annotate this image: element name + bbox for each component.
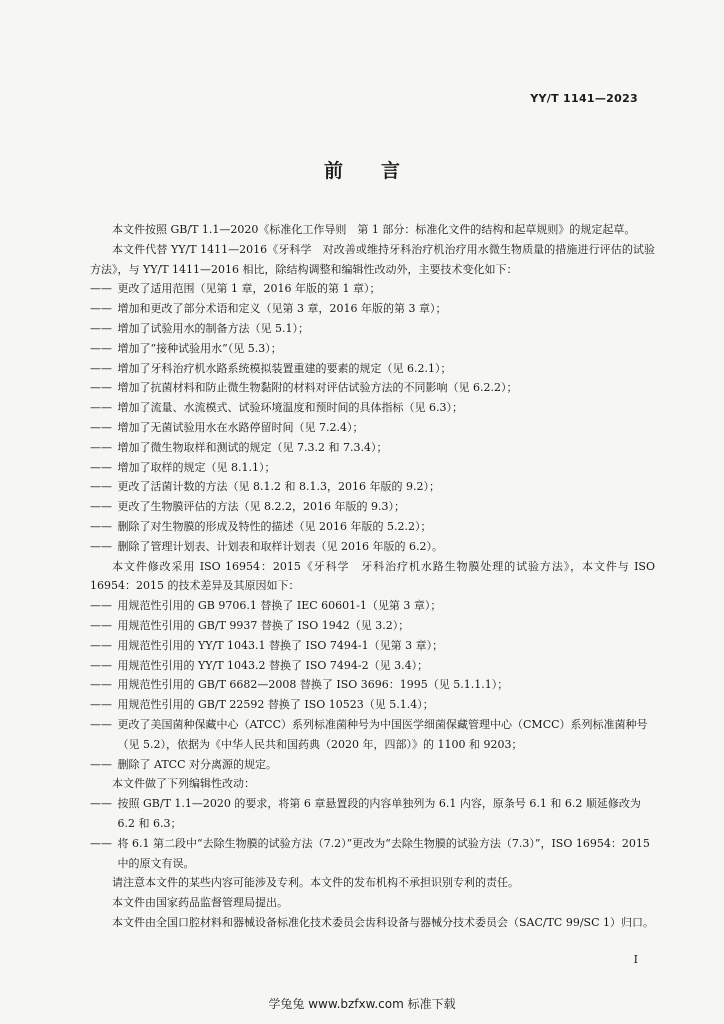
list-item <box>90 418 655 438</box>
list-dash: —— <box>90 341 112 355</box>
list-item-text: 增加了微生物取样和测试的规定（见 7.3.2 和 7.3.4）； <box>117 440 388 454</box>
paragraph: 本文件由国家药品监督管理局提出。 <box>112 896 288 910</box>
list-dash: —— <box>90 302 112 316</box>
list-dash: —— <box>90 519 112 533</box>
list-item-text: 用规范性引用的 GB 9706.1 替换了 IEC 60601-1（见第 3 章）； <box>117 599 442 613</box>
footer-watermark[interactable]: 学兔兔 www.bzfxw.com 标准下载 <box>268 997 456 1011</box>
list-dash: —— <box>90 698 112 712</box>
list-dash: —— <box>90 836 112 850</box>
list-item-text: 用规范性引用的 GB/T 9937 替换了 ISO 1942（见 3.2）； <box>117 618 410 632</box>
list-item <box>90 755 655 775</box>
list-item-text: 更改了活菌计数的方法（见 8.1.2 和 8.1.3，2016 年版的 9.2）； <box>117 480 440 494</box>
list-dash: —— <box>90 678 112 692</box>
list-item-text: 删除了 ATCC 对分离源的规定。 <box>117 757 278 771</box>
list-item-text: 增加了牙科治疗机水路系统模拟装置重建的要素的规定（见 6.2.1）； <box>117 361 452 375</box>
list-item-text: 按照 GB/T 1.1—2020 的要求，将第 6 章悬置段的内容单独列为 6.1 内容，原条号 6.1 和 6.2 顺延修改为 6.2 和 6.3； <box>117 797 641 830</box>
list-dash: —— <box>90 420 112 434</box>
list-item-text: 用规范性引用的 GB/T 6682—2008 替换了 ISO 3696：1995（见 5.1.1.1）； <box>117 678 509 692</box>
list-dash: —— <box>90 361 112 375</box>
list-item <box>90 477 655 497</box>
list-item-text: 更改了适用范围（见第 1 章，2016 年版的第 1 章）； <box>117 282 381 296</box>
list-item-text: 更改了美国菌种保藏中心（ATCC）系列标准菌种号为中国医学细菌保藏管理中心（CMCC）系列标准菌种号（见 5.2），依据为《中华人民共和国药典（2020 年，四部）》的 1100 和 9203； <box>117 717 648 751</box>
list-item-text: 将 6.1 第二段中“去除生物膜的试验方法（7.2）”更改为“去除生物膜的试验方法（7.3）”，ISO 16954：2015 中的原文有误。 <box>117 836 650 870</box>
list-item <box>90 299 655 319</box>
list-item <box>90 794 655 834</box>
list-item <box>90 715 655 755</box>
list-item <box>90 834 655 874</box>
list-item <box>90 596 655 616</box>
list-dash: —— <box>90 717 112 731</box>
document-body <box>90 220 655 933</box>
list-item-text: 增加了试验用水的制备方法（见 5.1）； <box>117 321 309 335</box>
list-dash: —— <box>90 638 112 652</box>
list-item <box>90 537 655 557</box>
list-item-text: 删除了对生物膜的形成及特性的描述（见 2016 年版的 5.2.2）； <box>117 519 432 533</box>
list-dash: —— <box>90 282 112 296</box>
paragraph: 本文件按照 GB/T 1.1—2020《标准化工作导则 第 1 部分：标准化文件的结构和起草规则》的规定起草。 <box>112 223 636 236</box>
list-item <box>90 279 655 299</box>
paragraph: 请注意本文件的某些内容可能涉及专利。本文件的发布机构不承担识别专利的责任。 <box>112 876 519 890</box>
list-item <box>90 497 655 517</box>
list-item <box>90 656 655 676</box>
list-item <box>90 339 655 359</box>
list-item-text: 增加和更改了部分术语和定义（见第 3 章，2016 年版的第 3 章）； <box>117 302 447 316</box>
page-title: 前言 <box>323 160 438 182</box>
list-dash: —— <box>90 500 112 514</box>
list-dash: —— <box>90 440 112 454</box>
list-item <box>90 636 655 656</box>
list-item-text: 删除了管理计划表、计划表和取样计划表（见 2016 年版的 6.2）。 <box>117 539 443 553</box>
list-dash: —— <box>90 658 112 672</box>
list-item <box>90 359 655 379</box>
list-item <box>90 675 655 695</box>
list-item <box>90 517 655 537</box>
list-item-text: 增加了“接种试验用水”（见 5.3）； <box>117 341 282 355</box>
paragraph: 本文件修改采用 ISO 16954：2015《牙科学 牙科治疗机水路生物膜处理的试验方法》，本文件与 ISO 16954：2015 的技术差异及其原因如下： <box>90 559 655 593</box>
list-dash: —— <box>90 599 112 613</box>
paragraph: 本文件做了下列编辑性改动： <box>112 777 255 791</box>
list-item-text: 用规范性引用的 GB/T 22592 替换了 ISO 10523（见 5.1.4）； <box>117 698 434 712</box>
standard-code: YY/T 1141—2023 <box>530 92 638 105</box>
list-item-text: 增加了抗菌材料和防止微生物黏附的材料对评估试验方法的不同影响（见 6.2.2）； <box>117 381 518 395</box>
list-dash: —— <box>90 401 112 415</box>
list-item-text: 增加了无菌试验用水在水路停留时间（见 7.2.4）； <box>117 420 364 434</box>
list-dash: —— <box>90 618 112 632</box>
list-dash: —— <box>90 460 112 474</box>
list-item <box>90 695 655 715</box>
list-dash: —— <box>90 539 112 553</box>
list-item-text: 增加了流量、水流模式、试验环境温度和预时间的具体指标（见 6.3）； <box>117 401 463 415</box>
list-item-text: 用规范性引用的 YY/T 1043.2 替换了 ISO 7494-2（见 3.4）； <box>117 658 429 672</box>
list-item-text: 用规范性引用的 YY/T 1043.1 替换了 ISO 7494-1（见第 3 章）； <box>117 638 444 652</box>
paragraph: 本文件代替 YY/T 1411—2016《牙科学 对改善或维持牙科治疗机治疗用水微生物质量的措施进行评估的试验方法》，与 YY/T 1411—2016 相比，除结构调整和编辑性改动外，主要技术变化如下： <box>90 242 655 276</box>
list-dash: —— <box>90 321 112 335</box>
list-dash: —— <box>90 381 112 395</box>
list-dash: —— <box>90 757 112 771</box>
paragraph: 本文件由全国口腔材料和器械设备标准化技术委员会齿科设备与器械分技术委员会（SAC/TC 99/SC 1）归口。 <box>112 915 654 929</box>
list-item-text: 更改了生物膜评估的方法（见 8.2.2，2016 年版的 9.3）； <box>117 500 405 514</box>
list-item <box>90 438 655 458</box>
list-dash: —— <box>90 480 112 494</box>
list-item <box>90 398 655 418</box>
list-item <box>90 616 655 636</box>
page-number: I <box>633 953 638 966</box>
list-item <box>90 319 655 339</box>
list-item-text: 增加了取样的规定（见 8.1.1）； <box>117 460 276 474</box>
list-item <box>90 378 655 398</box>
list-item <box>90 458 655 478</box>
list-dash: —— <box>90 797 112 811</box>
